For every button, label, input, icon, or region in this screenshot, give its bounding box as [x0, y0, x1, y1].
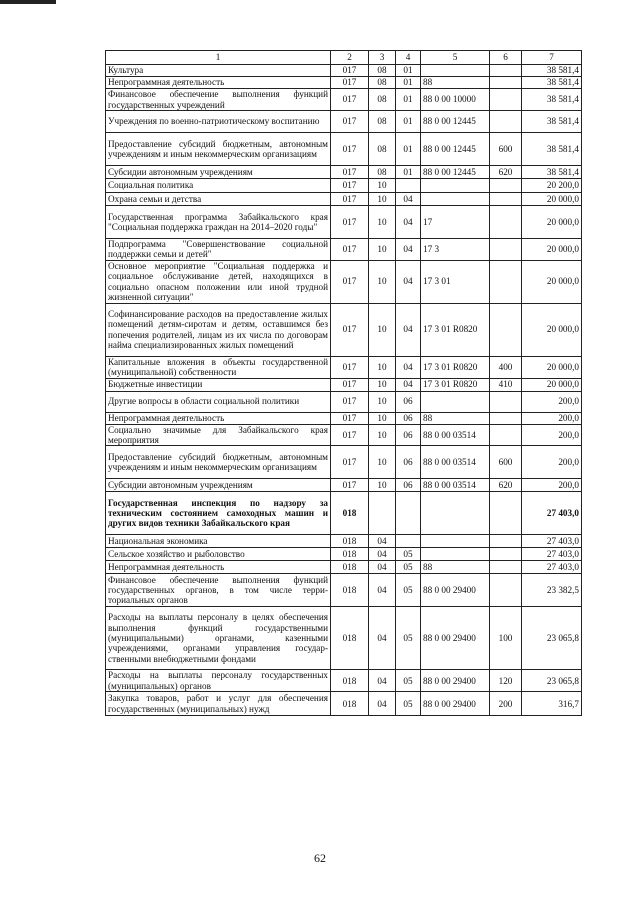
- row-section-code: 08: [369, 133, 396, 166]
- column-header-3: 3: [369, 51, 396, 65]
- row-section-code: 10: [369, 479, 396, 492]
- row-label: Финансовое обеспечение выполнения функций государственных учреждений: [106, 89, 331, 111]
- row-amount: 20 000,0: [522, 378, 582, 391]
- table-row: [106, 133, 582, 166]
- row-subsection-code: 06: [396, 424, 421, 446]
- row-expense-type: [490, 260, 522, 303]
- table-body: [106, 65, 582, 716]
- table-row: [106, 378, 582, 391]
- row-expense-type: [490, 535, 522, 548]
- row-admin-code: 017: [331, 89, 369, 111]
- row-expense-type: 100: [490, 607, 522, 670]
- table-row: [106, 65, 582, 77]
- row-admin-code: 017: [331, 206, 369, 239]
- row-admin-code: 018: [331, 574, 369, 607]
- row-label: Основное мероприятие "Социальная поддержка и социальное обслуживание детей, находящихся в социально опасном положении или иной трудной жизненной ситуации": [106, 260, 331, 303]
- row-amount: 20 000,0: [522, 239, 582, 261]
- row-target-code: 17 3 01 R0820: [421, 303, 490, 356]
- row-admin-code: 018: [331, 607, 369, 670]
- row-amount: 200,0: [522, 479, 582, 492]
- row-section-code: 10: [369, 260, 396, 303]
- row-subsection-code: 05: [396, 548, 421, 561]
- row-subsection-code: 01: [396, 89, 421, 111]
- row-subsection-code: 01: [396, 133, 421, 166]
- row-section-code: 04: [369, 574, 396, 607]
- row-target-code: [421, 391, 490, 412]
- table-row: [106, 492, 582, 535]
- row-section-code: 10: [369, 206, 396, 239]
- row-target-code: 88 0 00 29400: [421, 670, 490, 692]
- column-header-1: 1: [106, 51, 331, 65]
- row-amount: 200,0: [522, 391, 582, 412]
- row-subsection-code: 06: [396, 391, 421, 412]
- row-target-code: 88: [421, 77, 490, 89]
- row-target-code: [421, 492, 490, 535]
- row-section-code: 10: [369, 378, 396, 391]
- row-amount: 23 065,8: [522, 607, 582, 670]
- row-section-code: 10: [369, 239, 396, 261]
- row-admin-code: 017: [331, 111, 369, 133]
- table-row: [106, 535, 582, 548]
- table-row: [106, 89, 582, 111]
- row-target-code: [421, 193, 490, 206]
- row-admin-code: 018: [331, 670, 369, 692]
- row-expense-type: [490, 492, 522, 535]
- row-label: Субсидии автономным учреждениям: [106, 479, 331, 492]
- row-label: Непрограммная деятельность: [106, 412, 331, 424]
- row-target-code: 17: [421, 206, 490, 239]
- row-target-code: 88 0 00 12445: [421, 111, 490, 133]
- row-amount: 38 581,4: [522, 65, 582, 77]
- table-row: [106, 179, 582, 193]
- row-amount: 20 000,0: [522, 356, 582, 378]
- row-section-code: [369, 492, 396, 535]
- row-amount: 23 065,8: [522, 670, 582, 692]
- row-admin-code: 017: [331, 65, 369, 77]
- row-section-code: 08: [369, 65, 396, 77]
- row-admin-code: 017: [331, 77, 369, 89]
- row-label: Учреждения по военно-патриотическому воспитанию: [106, 111, 331, 133]
- row-target-code: 88 0 00 10000: [421, 89, 490, 111]
- column-header-7: 7: [522, 51, 582, 65]
- table-row: [106, 239, 582, 261]
- row-expense-type: 400: [490, 356, 522, 378]
- table-row: [106, 479, 582, 492]
- table-row: [106, 548, 582, 561]
- row-expense-type: [490, 65, 522, 77]
- row-label: Расходы на выплаты персоналу государственных (муниципальных) органов: [106, 670, 331, 692]
- row-target-code: 88 0 00 29400: [421, 607, 490, 670]
- row-section-code: 10: [369, 193, 396, 206]
- row-amount: 316,7: [522, 692, 582, 716]
- row-admin-code: 018: [331, 548, 369, 561]
- row-target-code: [421, 179, 490, 193]
- row-label: Другие вопросы в области социальной политики: [106, 391, 331, 412]
- row-expense-type: 120: [490, 670, 522, 692]
- row-label: Предоставление субсидий бюджетным, автономным учреждениям и иным некоммерческим организациям: [106, 446, 331, 479]
- row-expense-type: [490, 424, 522, 446]
- table-row: [106, 574, 582, 607]
- row-section-code: 08: [369, 166, 396, 179]
- row-admin-code: 017: [331, 303, 369, 356]
- row-amount: 20 000,0: [522, 260, 582, 303]
- row-amount: 200,0: [522, 446, 582, 479]
- row-subsection-code: 05: [396, 561, 421, 574]
- table-row: [106, 206, 582, 239]
- row-label: Социально значимые для Забайкальского края мероприятия: [106, 424, 331, 446]
- table-row: [106, 412, 582, 424]
- row-amount: 27 403,0: [522, 492, 582, 535]
- row-section-code: 10: [369, 391, 396, 412]
- row-expense-type: [490, 412, 522, 424]
- row-subsection-code: 04: [396, 260, 421, 303]
- row-label: Бюджетные инвестиции: [106, 378, 331, 391]
- row-label: Охрана семьи и детства: [106, 193, 331, 206]
- row-admin-code: 017: [331, 391, 369, 412]
- row-admin-code: 017: [331, 378, 369, 391]
- row-target-code: 17 3 01 R0820: [421, 356, 490, 378]
- row-subsection-code: [396, 535, 421, 548]
- row-section-code: 10: [369, 179, 396, 193]
- row-subsection-code: 04: [396, 239, 421, 261]
- budget-table: [105, 50, 582, 716]
- row-subsection-code: 04: [396, 193, 421, 206]
- row-section-code: 10: [369, 446, 396, 479]
- row-admin-code: 017: [331, 356, 369, 378]
- row-target-code: 17 3 01 R0820: [421, 378, 490, 391]
- row-target-code: 88 0 00 12445: [421, 133, 490, 166]
- row-subsection-code: 05: [396, 692, 421, 716]
- row-admin-code: 017: [331, 193, 369, 206]
- row-amount: 27 403,0: [522, 535, 582, 548]
- row-section-code: 10: [369, 424, 396, 446]
- row-admin-code: 017: [331, 446, 369, 479]
- row-section-code: 04: [369, 692, 396, 716]
- row-admin-code: 018: [331, 492, 369, 535]
- row-target-code: 88: [421, 561, 490, 574]
- table-row: [106, 692, 582, 716]
- row-label: Софинансирование расходов на предоставление жилых помещений детям-сиротам и детям, оставшимся без попечения родителей, лицам из их числа по договорам найма специализированных жилых помещений: [106, 303, 331, 356]
- row-subsection-code: 04: [396, 356, 421, 378]
- row-amount: 23 382,5: [522, 574, 582, 607]
- row-expense-type: 620: [490, 479, 522, 492]
- column-header-5: 5: [421, 51, 490, 65]
- row-expense-type: [490, 391, 522, 412]
- row-expense-type: [490, 303, 522, 356]
- row-admin-code: 017: [331, 412, 369, 424]
- row-target-code: 88 0 00 03514: [421, 424, 490, 446]
- table-row: [106, 111, 582, 133]
- row-amount: 20 000,0: [522, 303, 582, 356]
- row-section-code: 04: [369, 561, 396, 574]
- row-section-code: 10: [369, 303, 396, 356]
- table-row: [106, 193, 582, 206]
- row-target-code: [421, 535, 490, 548]
- table-row: [106, 391, 582, 412]
- row-label: Социальная политика: [106, 179, 331, 193]
- row-subsection-code: 01: [396, 111, 421, 133]
- column-header-4: 4: [396, 51, 421, 65]
- row-expense-type: 600: [490, 133, 522, 166]
- table-row: [106, 561, 582, 574]
- table-row: [106, 356, 582, 378]
- row-subsection-code: 04: [396, 303, 421, 356]
- row-expense-type: [490, 548, 522, 561]
- row-label: Непрограммная деятельность: [106, 77, 331, 89]
- row-admin-code: 017: [331, 260, 369, 303]
- row-target-code: [421, 548, 490, 561]
- row-amount: 38 581,4: [522, 77, 582, 89]
- row-subsection-code: 05: [396, 574, 421, 607]
- row-section-code: 08: [369, 111, 396, 133]
- row-amount: 20 200,0: [522, 179, 582, 193]
- row-label: Предоставление субсидий бюджетным, автономным учреждениям и иным некоммерческим организациям: [106, 133, 331, 166]
- table-row: [106, 260, 582, 303]
- row-subsection-code: 06: [396, 446, 421, 479]
- row-subsection-code: 04: [396, 378, 421, 391]
- row-target-code: 88 0 00 12445: [421, 166, 490, 179]
- row-subsection-code: 01: [396, 77, 421, 89]
- column-header-6: 6: [490, 51, 522, 65]
- budget-table-container: [105, 50, 581, 716]
- row-subsection-code: 06: [396, 479, 421, 492]
- page-number: 62: [314, 851, 326, 865]
- row-admin-code: 017: [331, 479, 369, 492]
- row-amount: 20 000,0: [522, 193, 582, 206]
- row-target-code: [421, 65, 490, 77]
- table-row: [106, 607, 582, 670]
- row-amount: 27 403,0: [522, 561, 582, 574]
- row-subsection-code: 05: [396, 670, 421, 692]
- row-expense-type: [490, 179, 522, 193]
- row-admin-code: 017: [331, 239, 369, 261]
- row-target-code: 88: [421, 412, 490, 424]
- row-admin-code: 018: [331, 535, 369, 548]
- row-section-code: 04: [369, 607, 396, 670]
- row-section-code: 10: [369, 356, 396, 378]
- row-amount: 200,0: [522, 412, 582, 424]
- row-expense-type: [490, 574, 522, 607]
- row-expense-type: 600: [490, 446, 522, 479]
- table-row: [106, 446, 582, 479]
- table-row: [106, 166, 582, 179]
- row-amount: 200,0: [522, 424, 582, 446]
- row-amount: 38 581,4: [522, 133, 582, 166]
- row-label: Расходы на выплаты персоналу в целях обеспечения выполнения функций государственными (муниципальными) органами, казенными учреждениями, органами управления государственными внебюджетными фондами: [106, 607, 331, 670]
- row-label: Государственная инспекция по надзору за техническим состоянием самоходных машин и других видов техники Забайкальского края: [106, 492, 331, 535]
- row-target-code: 88 0 00 03514: [421, 479, 490, 492]
- row-admin-code: 017: [331, 179, 369, 193]
- row-expense-type: [490, 193, 522, 206]
- row-section-code: 10: [369, 412, 396, 424]
- row-section-code: 04: [369, 535, 396, 548]
- row-subsection-code: [396, 492, 421, 535]
- row-section-code: 08: [369, 89, 396, 111]
- row-amount: 38 581,4: [522, 89, 582, 111]
- header-row: [106, 51, 582, 65]
- row-subsection-code: 01: [396, 166, 421, 179]
- row-label: Сельское хозяйство и рыболовство: [106, 548, 331, 561]
- table-row: [106, 303, 582, 356]
- row-expense-type: [490, 89, 522, 111]
- row-admin-code: 017: [331, 166, 369, 179]
- row-section-code: 08: [369, 77, 396, 89]
- row-subsection-code: 04: [396, 206, 421, 239]
- row-admin-code: 018: [331, 692, 369, 716]
- row-target-code: 88 0 00 03514: [421, 446, 490, 479]
- row-label: Культура: [106, 65, 331, 77]
- row-label: Подпрограмма "Совершенствование социальной поддержки семьи и детей": [106, 239, 331, 261]
- row-expense-type: 200: [490, 692, 522, 716]
- row-label: Государственная программа Забайкальского края "Социальная поддержка граждан на 2014–2020 годы": [106, 206, 331, 239]
- row-target-code: 88 0 00 29400: [421, 574, 490, 607]
- row-subsection-code: 01: [396, 65, 421, 77]
- row-expense-type: [490, 206, 522, 239]
- row-target-code: 17 3 01: [421, 260, 490, 303]
- scan-edge-mark: [0, 0, 56, 4]
- row-section-code: 04: [369, 548, 396, 561]
- row-subsection-code: 05: [396, 607, 421, 670]
- row-amount: 27 403,0: [522, 548, 582, 561]
- row-admin-code: 018: [331, 561, 369, 574]
- table-row: [106, 77, 582, 89]
- row-label: Непрограммная деятельность: [106, 561, 331, 574]
- row-expense-type: [490, 111, 522, 133]
- row-amount: 38 581,4: [522, 111, 582, 133]
- row-subsection-code: [396, 179, 421, 193]
- row-expense-type: 620: [490, 166, 522, 179]
- table-row: [106, 670, 582, 692]
- row-admin-code: 017: [331, 133, 369, 166]
- row-label: Национальная экономика: [106, 535, 331, 548]
- row-target-code: 88 0 00 29400: [421, 692, 490, 716]
- table-row: [106, 424, 582, 446]
- row-label: Закупка товаров, работ и услуг для обеспечения государственных (муниципальных) нужд: [106, 692, 331, 716]
- row-expense-type: [490, 239, 522, 261]
- column-header-2: 2: [331, 51, 369, 65]
- row-label: Капитальные вложения в объекты государственной (муниципальной) собственности: [106, 356, 331, 378]
- row-target-code: 17 3: [421, 239, 490, 261]
- row-amount: 38 581,4: [522, 166, 582, 179]
- row-expense-type: [490, 77, 522, 89]
- row-admin-code: 017: [331, 424, 369, 446]
- row-expense-type: [490, 561, 522, 574]
- row-expense-type: 410: [490, 378, 522, 391]
- row-section-code: 04: [369, 670, 396, 692]
- row-amount: 20 000,0: [522, 206, 582, 239]
- row-subsection-code: 06: [396, 412, 421, 424]
- row-label: Финансовое обеспечение выполнения функций государственных органов, в том числе территориальных органов: [106, 574, 331, 607]
- row-label: Субсидии автономным учреждениям: [106, 166, 331, 179]
